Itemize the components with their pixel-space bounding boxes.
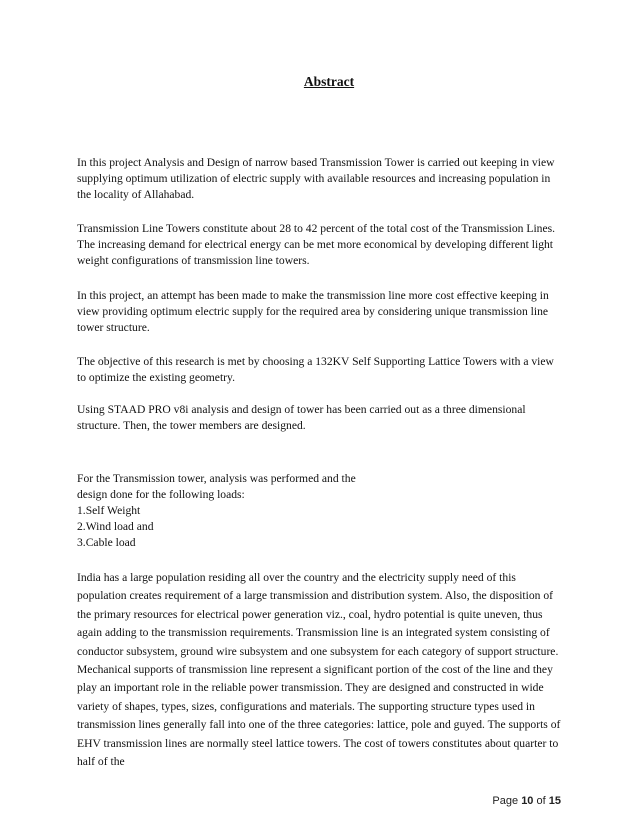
closing-paragraph: India has a large population residing all over the country and the electricity supply need of this population creates requirement of a large transmission and distribution system. Also, the disposition of the primary resources for electrical power generation viz., coal, hydro potential is quite uneven, thus again adding to the transmission requirements. Transmission line is an integrated system consisting of conductor subsystem, ground wire subsystem and one subsystem for each category of support structure. Mechanical supports of transmission line represent a significant portion of the cost of the line and they play an important role in the reliable power transmission. They are designed and constructed in wide variety of shapes, types, sizes, configurations and materials. The supporting structure types used in transmission lines generally fall into one of the three categories: lattice, pole and guyed. The supports of EHV transmission lines are normally steel lattice towers. The cost of towers constitutes about quarter to half of the bbox=[77, 571, 561, 769]
page-title: Abstract bbox=[303, 74, 355, 89]
footer-page-word: Page bbox=[492, 795, 519, 807]
footer-total-pages: 15 bbox=[548, 795, 561, 807]
paragraph-2: Transmission Line Towers constitute about 28 to 42 percent of the total cost of the Transmission Lines. The increasing demand for electrical energy can be met more economical by developing different light weight configurations of transmission line towers. bbox=[77, 222, 556, 267]
footer-page-number: 10 bbox=[521, 795, 534, 807]
load-item: 3.Cable load bbox=[77, 536, 136, 549]
loads-intro-line-2: design done for the following loads: bbox=[77, 488, 245, 501]
loads-section bbox=[77, 471, 561, 551]
paragraph-4: The objective of this research is met by choosing a 132KV Self Supporting Lattice Towers with a view to optimize the existing geometry. bbox=[77, 355, 554, 384]
loads-intro-line-1: For the Transmission tower, analysis was performed and the bbox=[77, 472, 356, 485]
load-item: 1.Self Weight bbox=[77, 504, 141, 517]
paragraph-3: In this project, an attempt has been made to make the transmission line more cost effective keeping in view providing optimum electric supply for the required area by considering unique transmission line tower structure. bbox=[77, 289, 549, 334]
page-footer bbox=[492, 795, 561, 807]
paragraph-5: Using STAAD PRO v8i analysis and design of tower has been carried out as a three dimensional structure. Then, the tower members are designed. bbox=[77, 403, 526, 432]
footer-of-word: of bbox=[536, 795, 546, 807]
load-item: 2.Wind load and bbox=[77, 520, 154, 533]
paragraph-1: In this project Analysis and Design of narrow based Transmission Tower is carried out keeping in view supplying optimum utilization of electric supply with available resources and increasing population in the locality of Allahabad. bbox=[77, 156, 555, 201]
